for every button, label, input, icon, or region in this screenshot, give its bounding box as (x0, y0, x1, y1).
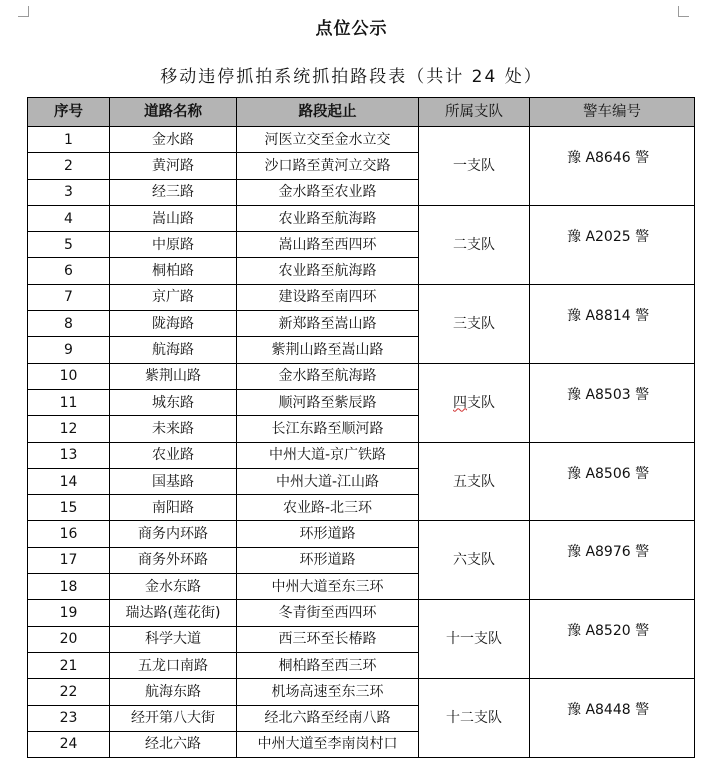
cell-car-number (530, 127, 695, 206)
cell-road: 商务内环路 (110, 521, 237, 547)
cell-road: 经北六路 (110, 731, 237, 757)
cell-car-number (530, 363, 695, 442)
cell-segment: 嵩山路至西四环 (237, 232, 419, 258)
cell-car-number (530, 521, 695, 600)
cell-segment: 沙口路至黄河立交路 (237, 153, 419, 179)
table-row (28, 521, 695, 547)
cell-seq: 7 (28, 284, 110, 310)
car-number-text: 豫 A8448 警 (567, 702, 650, 719)
cell-road: 国基路 (110, 468, 237, 494)
cell-segment: 中州大道至东三环 (237, 574, 419, 600)
cell-road: 经开第八大街 (110, 705, 237, 731)
cell-segment: 经北六路至经南八路 (237, 705, 419, 731)
cell-road: 陇海路 (110, 311, 237, 337)
table-row (28, 363, 695, 389)
cell-segment: 桐柏路至西三环 (237, 652, 419, 678)
header-road: 道路名称 (110, 98, 237, 127)
cell-road: 科学大道 (110, 626, 237, 652)
cell-segment: 环形道路 (237, 521, 419, 547)
table-header-row (28, 98, 695, 127)
cell-road: 未来路 (110, 416, 237, 442)
cell-team (419, 205, 530, 284)
cell-seq: 13 (28, 442, 110, 468)
header-car: 警车编号 (530, 98, 695, 127)
cell-seq: 18 (28, 574, 110, 600)
cell-seq: 20 (28, 626, 110, 652)
cell-road: 金水东路 (110, 574, 237, 600)
cell-road: 南阳路 (110, 495, 237, 521)
cell-seq: 12 (28, 416, 110, 442)
cell-segment: 金水路至航海路 (237, 363, 419, 389)
cell-segment: 西三环至长椿路 (237, 626, 419, 652)
cell-road: 黄河路 (110, 153, 237, 179)
cell-segment: 顺河路至紫辰路 (237, 389, 419, 415)
car-number-text: 豫 A2025 警 (567, 228, 650, 245)
cell-team (419, 600, 530, 679)
cell-segment: 河医立交至金水立交 (237, 127, 419, 153)
cell-road: 农业路 (110, 442, 237, 468)
cell-road: 瑞达路(莲花街) (110, 600, 237, 626)
table-row (28, 284, 695, 310)
cell-team (419, 127, 530, 206)
cell-road: 桐柏路 (110, 258, 237, 284)
cell-segment: 中州大道-京广铁路 (237, 442, 419, 468)
cell-road: 城东路 (110, 389, 237, 415)
cell-seq: 3 (28, 179, 110, 205)
cell-road: 航海东路 (110, 679, 237, 705)
car-number-text: 豫 A8976 警 (567, 544, 650, 561)
cell-seq: 23 (28, 705, 110, 731)
cell-car-number (530, 442, 695, 521)
cell-road: 航海路 (110, 337, 237, 363)
table-row (28, 127, 695, 153)
car-number-text: 豫 A8646 警 (567, 149, 650, 166)
cell-car-number (530, 600, 695, 679)
cell-road: 中原路 (110, 232, 237, 258)
cell-seq: 22 (28, 679, 110, 705)
cell-segment: 机场高速至东三环 (237, 679, 419, 705)
team-label: 十一支队 (446, 631, 502, 648)
header-team: 所属支队 (419, 98, 530, 127)
team-label: 支队 (467, 394, 495, 411)
cell-segment: 金水路至农业路 (237, 179, 419, 205)
cell-seq: 10 (28, 363, 110, 389)
cell-seq: 11 (28, 389, 110, 415)
table-body (28, 127, 695, 758)
table-row (28, 679, 695, 705)
cell-road: 经三路 (110, 179, 237, 205)
team-label: 三支队 (453, 315, 495, 332)
cell-segment: 冬青街至西四环 (237, 600, 419, 626)
cell-road: 商务外环路 (110, 547, 237, 573)
cell-segment: 中州大道-江山路 (237, 468, 419, 494)
team-label: 六支队 (453, 552, 495, 569)
cell-segment: 建设路至南四环 (237, 284, 419, 310)
cell-seq: 2 (28, 153, 110, 179)
cell-segment: 中州大道至李南岗村口 (237, 731, 419, 757)
header-segment: 路段起止 (237, 98, 419, 127)
cell-seq: 4 (28, 205, 110, 231)
table-caption: 移动违停抓拍系统抓拍路段表（共计 24 处） (160, 67, 543, 87)
road-segment-table (27, 97, 695, 758)
car-number-text: 豫 A8506 警 (567, 465, 650, 482)
cell-road: 京广路 (110, 284, 237, 310)
team-marked-char: 四 (453, 394, 467, 411)
car-number-text: 豫 A8503 警 (567, 386, 650, 403)
header-seq: 序号 (28, 98, 110, 127)
cell-segment: 紫荆山路至嵩山路 (237, 337, 419, 363)
team-label: 五支队 (453, 473, 495, 490)
car-number-text: 豫 A8814 警 (567, 307, 650, 324)
cell-seq: 6 (28, 258, 110, 284)
cell-road: 紫荆山路 (110, 363, 237, 389)
cell-seq: 21 (28, 652, 110, 678)
cell-seq: 15 (28, 495, 110, 521)
cell-car-number (530, 284, 695, 363)
cell-seq: 16 (28, 521, 110, 547)
cell-seq: 9 (28, 337, 110, 363)
team-label: 一支队 (453, 157, 495, 174)
cell-segment: 长江东路至顺河路 (237, 416, 419, 442)
team-label: 二支队 (453, 236, 495, 253)
cell-car-number (530, 205, 695, 284)
table-row (28, 442, 695, 468)
cell-road: 嵩山路 (110, 205, 237, 231)
cell-team (419, 363, 530, 442)
cell-seq: 19 (28, 600, 110, 626)
cell-road: 金水路 (110, 127, 237, 153)
cell-team (419, 284, 530, 363)
cell-seq: 8 (28, 311, 110, 337)
cell-segment: 农业路-北三环 (237, 495, 419, 521)
cell-road: 五龙口南路 (110, 652, 237, 678)
cell-seq: 1 (28, 127, 110, 153)
cell-seq: 14 (28, 468, 110, 494)
cell-segment: 新郑路至嵩山路 (237, 311, 419, 337)
team-label: 十二支队 (446, 710, 502, 727)
cell-team (419, 679, 530, 758)
table-row (28, 600, 695, 626)
cell-seq: 24 (28, 731, 110, 757)
table-row (28, 205, 695, 231)
cell-car-number (530, 679, 695, 758)
cell-segment: 农业路至航海路 (237, 258, 419, 284)
cell-seq: 17 (28, 547, 110, 573)
cell-segment: 环形道路 (237, 547, 419, 573)
cell-team (419, 521, 530, 600)
document-title: 点位公示 (315, 19, 388, 39)
cell-segment: 农业路至航海路 (237, 205, 419, 231)
cell-seq: 5 (28, 232, 110, 258)
cell-team (419, 442, 530, 521)
car-number-text: 豫 A8520 警 (567, 623, 650, 640)
